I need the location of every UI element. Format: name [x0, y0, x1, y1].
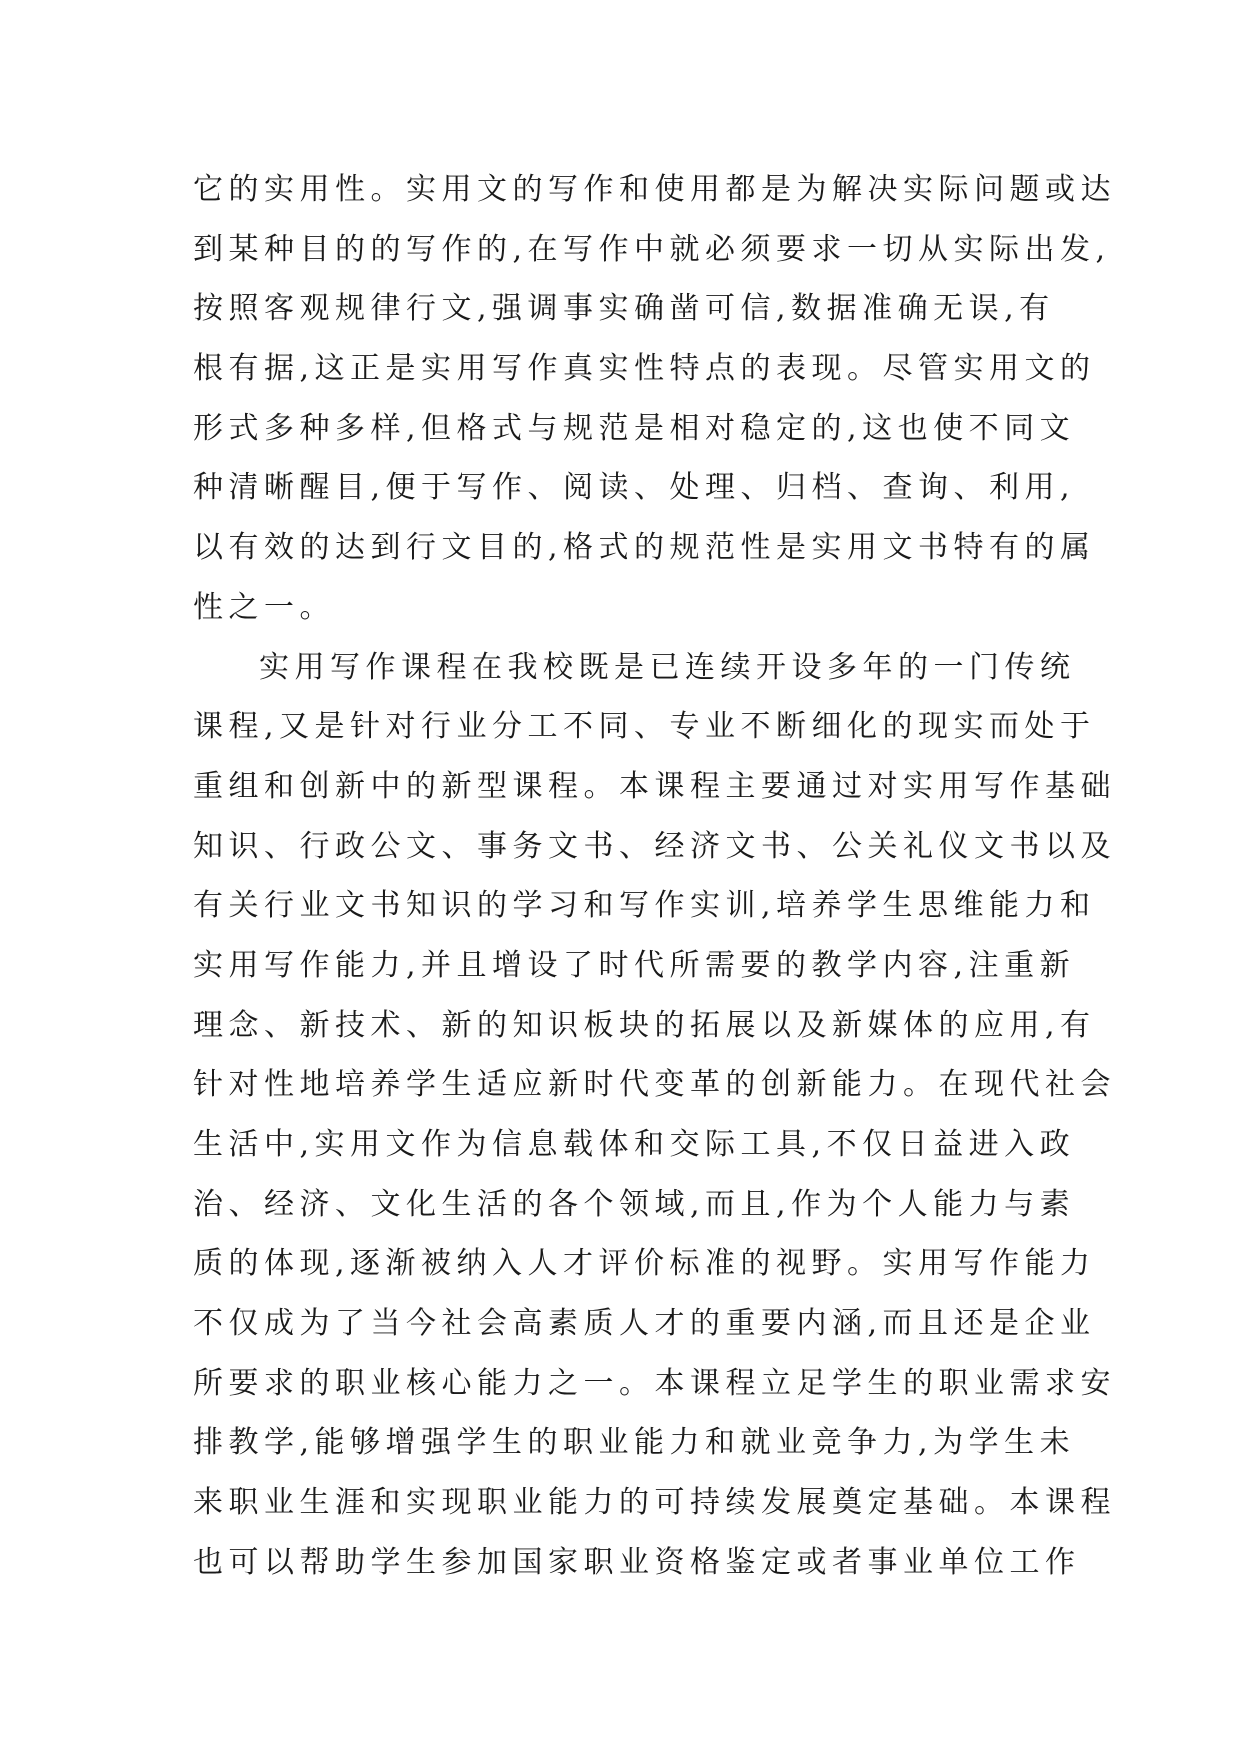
text-line: 到某种目的的写作的,在写作中就必须要求一切从实际出发, [193, 231, 1111, 267]
text-line: 所要求的职业核心能力之一。本课程立足学生的职业需求安 [193, 1365, 1116, 1401]
paragraph-first-line: 实用写作课程在我校既是已连续开设多年的一门传统 [259, 649, 1076, 685]
text-line: 形式多种多样,但格式与规范是相对稳定的,这也使不同文 [193, 410, 1076, 446]
text-line: 按照客观规律行文,强调事实确凿可信,数据准确无误,有 [193, 291, 1055, 327]
text-line: 不仅成为了当今社会高素质人才的重要内涵,而且还是企业 [193, 1306, 1096, 1342]
text-line: 实用写作能力,并且增设了时代所需要的教学内容,注重新 [193, 947, 1076, 983]
text-line: 性之一。 [193, 589, 335, 625]
text-line: 理念、新技术、新的知识板块的拓展以及新媒体的应用,有 [193, 1007, 1096, 1043]
text-line: 有关行业文书知识的学习和写作实训,培养学生思维能力和 [193, 888, 1096, 924]
text-line: 以有效的达到行文目的,格式的规范性是实用文书特有的属 [193, 530, 1096, 566]
text-line: 针对性地培养学生适应新时代变革的创新能力。在现代社会 [193, 1067, 1116, 1103]
text-line: 也可以帮助学生参加国家职业资格鉴定或者事业单位工作 [193, 1544, 1081, 1580]
text-line: 课程,又是针对行业分工不同、专业不断细化的现实而处于 [193, 709, 1096, 745]
text-line: 排教学,能够增强学生的职业能力和就业竞争力,为学生未 [193, 1425, 1076, 1461]
text-line: 治、经济、文化生活的各个领域,而且,作为个人能力与素 [193, 1186, 1076, 1222]
text-line: 知识、行政公文、事务文书、经济文书、公关礼仪文书以及 [193, 828, 1116, 864]
text-line: 生活中,实用文作为信息载体和交际工具,不仅日益进入政 [193, 1127, 1076, 1162]
body-text [193, 160, 1116, 1593]
text-line: 它的实用性。实用文的写作和使用都是为解决实际问题或达 [193, 172, 1116, 207]
text-line: 来职业生涯和实现职业能力的可持续发展奠定基础。本课程 [193, 1485, 1116, 1521]
text-line: 根有据,这正是实用写作真实性特点的表现。尽管实用文的 [193, 351, 1096, 387]
text-line: 种清晰醒目,便于写作、阅读、处理、归档、查询、利用, [193, 470, 1076, 506]
text-line: 质的体现,逐渐被纳入人才评价标准的视野。实用写作能力 [193, 1246, 1096, 1282]
text-line: 重组和创新中的新型课程。本课程主要通过对实用写作基础 [193, 768, 1116, 804]
